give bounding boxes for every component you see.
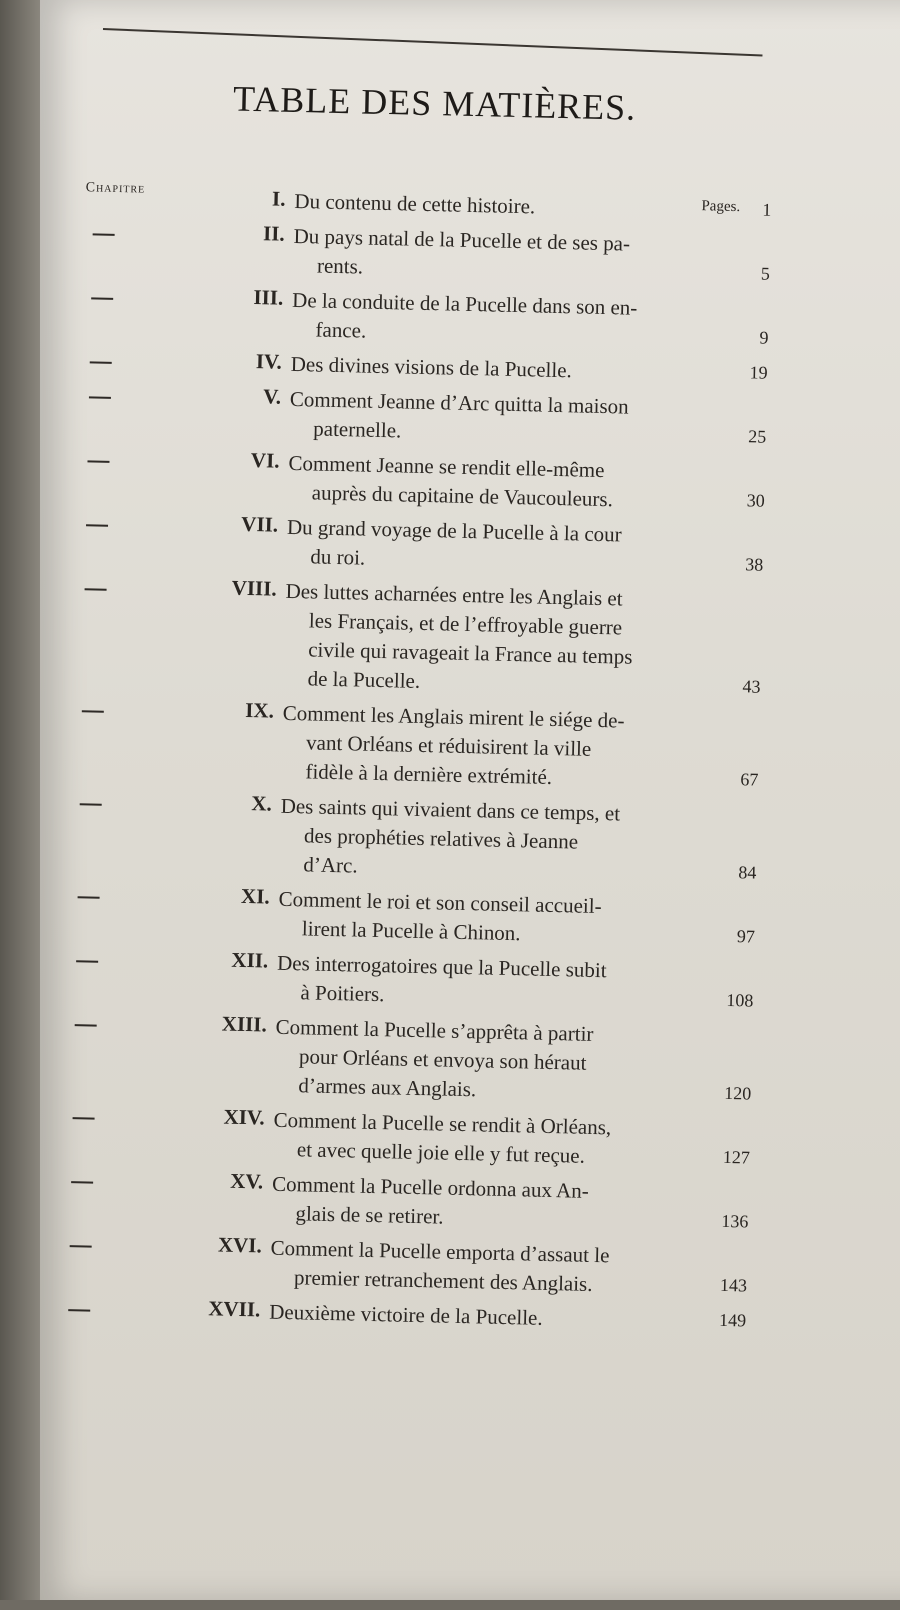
- ditto-dash: [68, 1309, 90, 1311]
- page-number: 67: [740, 769, 759, 790]
- chapter-title-line: Du pays natal de la Pucelle et de ses pa-: [293, 223, 631, 256]
- chapter-title: [276, 949, 679, 1016]
- ditto-dash: [86, 524, 108, 526]
- chapter-title-line: auprès du capitaine de Vaucouleurs.: [311, 480, 614, 512]
- chapter-number: III.: [253, 285, 284, 310]
- chapter-title-line: fidèle à la dernière extrémité.: [305, 759, 553, 789]
- chapter-title-line: Comment le roi et son conseil accueil-: [278, 886, 602, 919]
- chapter-title-line: et avec quelle joie elle y fut reçue.: [296, 1137, 586, 1168]
- page-number: 127: [722, 1146, 751, 1168]
- chapter-title-line: Des luttes acharnées entre les Anglais et: [285, 578, 623, 611]
- page-number: 30: [746, 490, 765, 511]
- chapter-title-line: Des divines visions de la Pucelle.: [290, 351, 573, 383]
- page-number: 97: [736, 926, 756, 947]
- page-number: 149: [718, 1309, 747, 1331]
- page-number: 84: [738, 862, 757, 883]
- ditto-dash: [93, 233, 115, 235]
- page-number: 108: [726, 989, 754, 1011]
- ditto-dash: [70, 1245, 92, 1247]
- chapter-number: XII.: [231, 947, 269, 973]
- chapter-title-line: d’armes aux Anglais.: [298, 1073, 477, 1102]
- chapter-title-line: Des interrogatoires que la Pucelle subit: [276, 950, 607, 983]
- chapter-title: [294, 187, 697, 225]
- ditto-dash: [80, 803, 102, 805]
- ditto-dash: [85, 588, 107, 590]
- chapter-title-line: Du grand voyage de la Pucelle à la cour: [286, 514, 622, 547]
- page-number: 9: [759, 327, 769, 348]
- chapter-title-line: premier retranchement des Anglais.: [293, 1265, 593, 1296]
- ditto-dash: [87, 460, 109, 462]
- chapter-title-line: civile qui ravageait la France au temps: [308, 637, 633, 669]
- chapter-title: [281, 699, 685, 795]
- chapter-title-line: du roi.: [310, 544, 366, 570]
- page-number: 43: [742, 676, 761, 697]
- page-number: 5: [760, 263, 771, 284]
- chapter-title-line: vant Orléans et réduisirent la ville: [305, 730, 592, 761]
- chapter-number: V.: [263, 384, 282, 409]
- chapter-title: [278, 885, 681, 952]
- ditto-dash: [71, 1181, 93, 1183]
- chapter-title: [289, 385, 692, 452]
- chapter-number: II.: [262, 221, 285, 246]
- chapter-title-line: Comment les Anglais mirent le siége de-: [282, 700, 625, 733]
- chapter-title-line: Des saints qui vivaient dans ce temps, et: [280, 793, 621, 826]
- chapter-title-line: Deuxième victoire de la Pucelle.: [268, 1299, 543, 1330]
- ditto-dash: [89, 396, 111, 398]
- chapter-number: XIV.: [223, 1104, 265, 1130]
- chapter-number: XV.: [230, 1168, 264, 1194]
- chapter-title-line: De la conduite de la Pucelle dans son en-: [291, 287, 638, 320]
- chapter-number: IX.: [245, 697, 275, 723]
- ditto-dash: [76, 960, 98, 962]
- chapter-title-line: Comment la Pucelle emporta d’assaut le: [270, 1235, 610, 1268]
- ditto-dash: [90, 361, 112, 363]
- chapter-title-line: d’Arc.: [303, 852, 358, 878]
- page-number: 143: [719, 1274, 748, 1296]
- ditto-dash: [91, 297, 113, 299]
- chapter-title-line: Comment la Pucelle se rendit à Orléans,: [273, 1107, 612, 1140]
- chapter-number: VIII.: [231, 575, 277, 601]
- chapter-title-line: à Poitiers.: [300, 980, 385, 1007]
- chapter-title-line: de la Pucelle.: [307, 666, 421, 693]
- chapter-title-line: lirent la Pucelle à Chinon.: [301, 916, 521, 946]
- ditto-dash: [73, 1117, 95, 1119]
- chapter-number: XVI.: [217, 1232, 263, 1258]
- chapter-title: [290, 350, 693, 388]
- chapter-column-label: Chapitre: [85, 180, 146, 197]
- chapter-number: XVII.: [208, 1296, 261, 1322]
- chapter-title: [273, 1106, 676, 1173]
- chapter-title-line: glais de se retirer.: [295, 1201, 444, 1229]
- page-number: 19: [749, 362, 768, 383]
- chapter-title: [283, 577, 688, 702]
- chapter-title: [271, 1170, 674, 1237]
- chapter-number: XI.: [240, 883, 270, 909]
- chapter-title-line: Comment Jeanne se rendit elle-même: [288, 450, 605, 483]
- ditto-dash: [75, 1024, 97, 1026]
- chapter-title-line: des prophéties relatives à Jeanne: [303, 823, 579, 854]
- chapter-title: [270, 1234, 673, 1301]
- chapter-title-line: les Français, et de l’effroyable guerre: [308, 608, 623, 640]
- chapter-number: VI.: [250, 448, 280, 473]
- page-number: 120: [724, 1082, 752, 1104]
- chapter-number: IV.: [255, 349, 283, 374]
- chapter-title-line: Comment Jeanne d’Arc quitta la maison: [289, 386, 629, 419]
- chapter-number: XIII.: [221, 1011, 268, 1037]
- chapter-title: [291, 286, 694, 353]
- page-number: 136: [721, 1210, 749, 1232]
- chapter-title-line: rents.: [316, 253, 364, 279]
- chapter-title: [279, 792, 683, 888]
- chapter-title: [269, 1298, 672, 1336]
- chapter-number: VII.: [241, 511, 279, 537]
- chapter-title: [293, 222, 696, 289]
- page-title: TABLE DES MATIÈRES.: [232, 78, 637, 128]
- chapter-title: [274, 1013, 678, 1109]
- page-number: 1: [762, 199, 772, 220]
- chapter-number: I.: [271, 186, 286, 211]
- chapter-title-line: Du contenu de cette histoire.: [294, 188, 536, 219]
- chapter-title: [286, 513, 689, 580]
- chapter-title-line: Comment la Pucelle s’apprêta à partir: [275, 1014, 594, 1046]
- page-number: 25: [747, 426, 767, 447]
- chapter-title-line: Comment la Pucelle ordonna aux An-: [271, 1171, 590, 1203]
- ditto-dash: [82, 710, 104, 712]
- chapter-title-line: paternelle.: [313, 416, 402, 443]
- chapter-title-line: fance.: [315, 317, 367, 343]
- pages-column-label: Pages.: [701, 198, 741, 216]
- chapter-number: X.: [251, 791, 273, 816]
- page-number: 38: [745, 554, 764, 575]
- ditto-dash: [78, 896, 100, 898]
- chapter-title: [288, 449, 691, 516]
- chapter-title-line: pour Orléans et envoya son héraut: [298, 1044, 587, 1075]
